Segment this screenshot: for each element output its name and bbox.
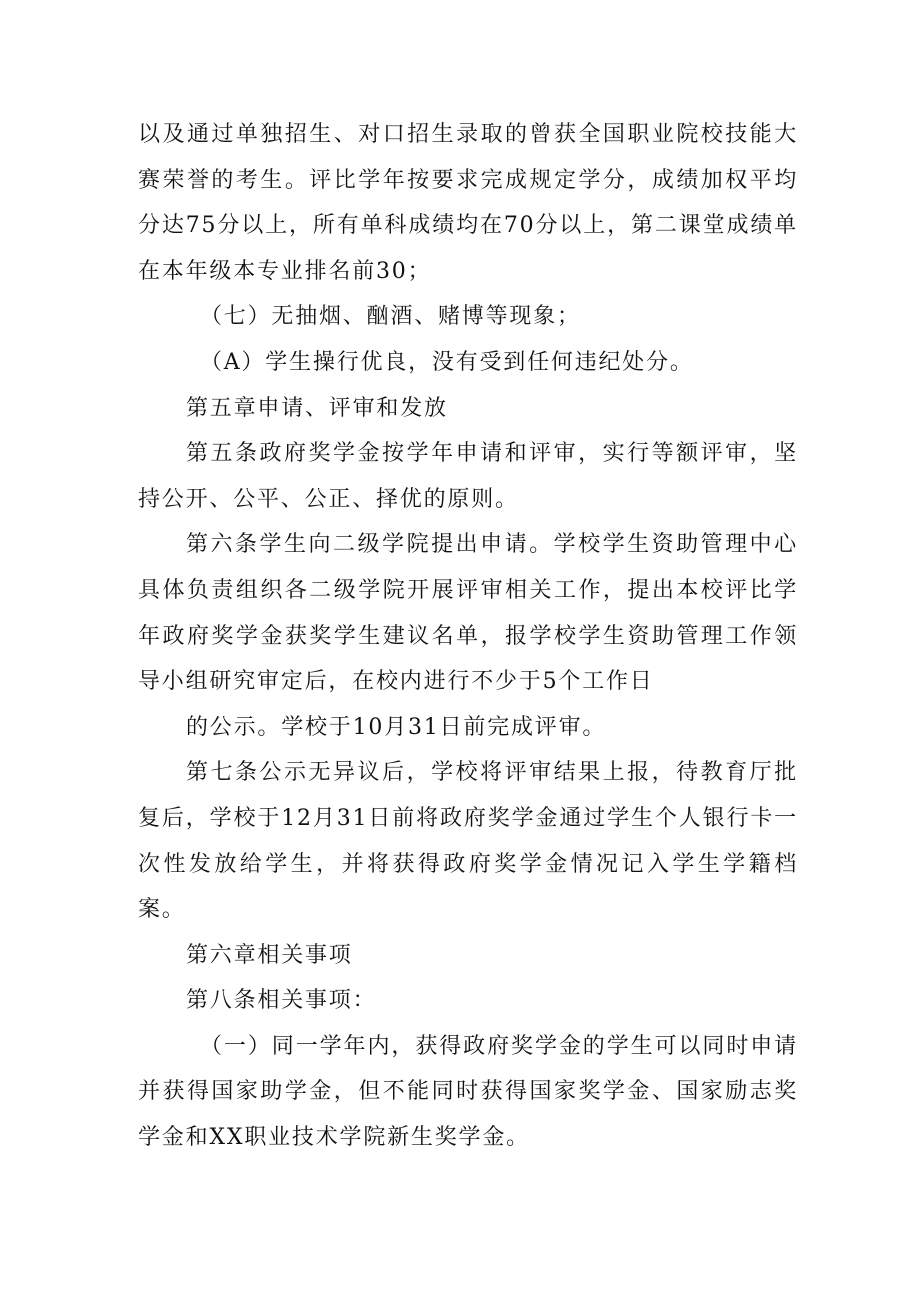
list-item-a: （A）学生操行优良，没有受到任何违纪处分。 [200,349,694,375]
article-seven: 第七条公示无异议后，学校将评审结果上报，待教育厅批复后，学校于12月31日前将政府奖学金通过学生个人银行卡一次性发放给学生，并将获得政府奖学金情况记入学生学籍档案。 [138,760,798,923]
article-six: 第六条学生向二级学院提出申请。学校学生资助管理中心具体负责组织各二级学院开展评审相关工作，提出本校评比学年政府奖学金获奖学生建议名单，报学校学生资助管理工作领导小组研究审定后，在校内进行不少于5个工作日 [138,532,798,695]
list-item-seven: （七）无抽烟、酗酒、赌博等现象； [200,304,581,330]
list-item-one: （一）同一学年内，获得政府奖学金的学生可以同时申请并获得国家助学金，但不能同时获得国家奖学金、国家励志奖学金和XX职业技术学院新生奖学金。 [138,1033,798,1151]
chapter-heading-five: 第五章申请、评审和发放 [186,395,448,421]
article-five: 第五条政府奖学金按学年申请和评审，实行等额评审，坚持公开、公平、公正、择优的原则。 [138,441,798,512]
article-six-continuation: 的公示。学校于10月31日前完成评审。 [186,714,607,740]
article-eight: 第八条相关事项： [186,988,377,1014]
chapter-heading-six: 第六章相关事项 [186,942,353,968]
document-body [138,112,798,1161]
paragraph-continuation: 以及通过单独招生、对口招生录取的曾获全国职业院校技能大赛荣誉的考生。评比学年按要求完成规定学分，成绩加权平均分达75分以上，所有单科成绩均在70分以上，第二课堂成绩单在本年级本专业排名前30； [138,122,798,284]
